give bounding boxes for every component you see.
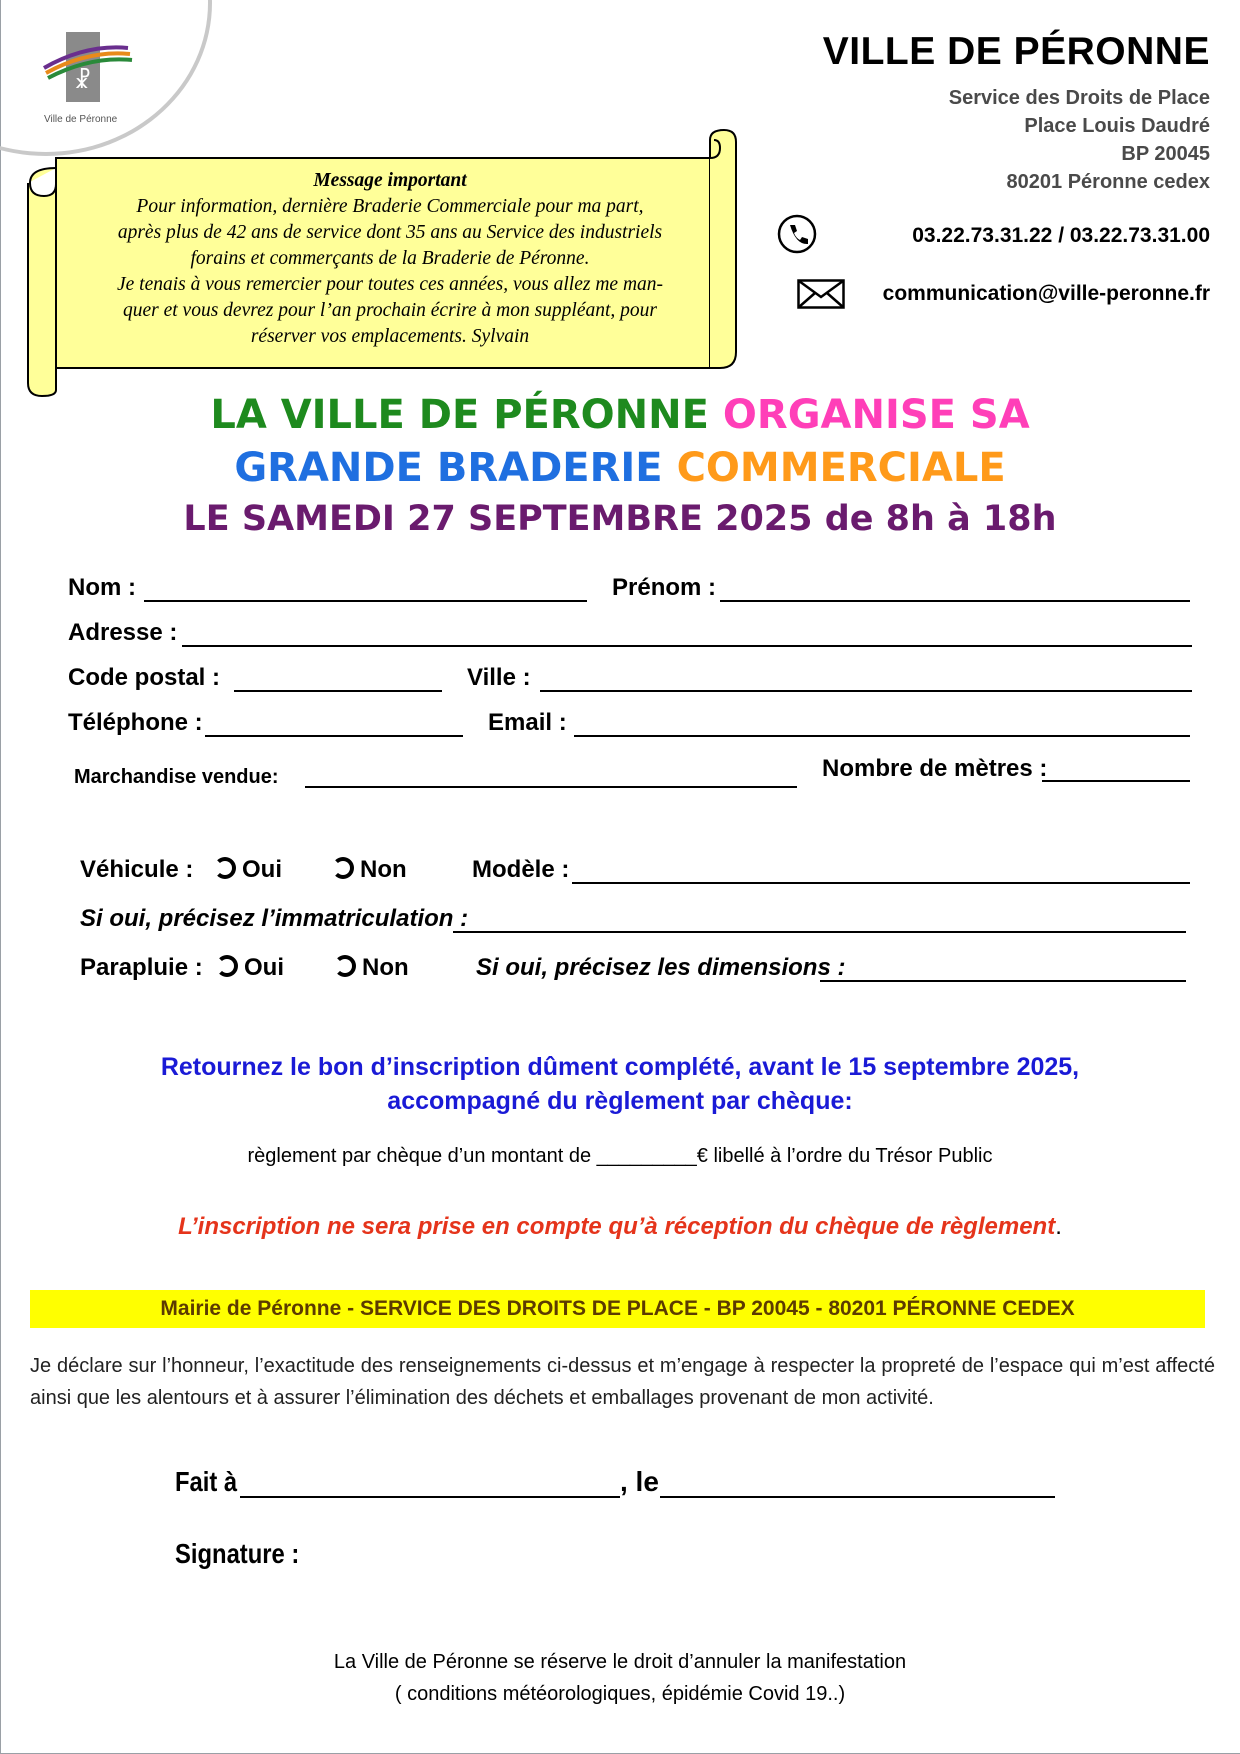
logo-caption: Ville de Péronne: [44, 114, 118, 125]
code-postal-label: Code postal :: [68, 664, 221, 691]
email-label: Email :: [488, 709, 567, 736]
headline-line-1: [0, 392, 1240, 438]
telephone-label: Téléphone :: [68, 709, 203, 736]
prenom-label: Prénom :: [612, 574, 717, 601]
prenom-field[interactable]: [720, 600, 1190, 602]
immatriculation-label: Si oui, précisez l’immatriculation :: [80, 905, 469, 932]
modele-field[interactable]: [572, 882, 1190, 884]
page-frame-left: [0, 0, 1, 1754]
parapluie-label: Parapluie :: [80, 954, 203, 981]
mairie-address-bar: Mairie de Péronne - SERVICE DES DROITS DE PLACE - BP 20045 - 80201 PÉRONNE CEDEX: [30, 1290, 1205, 1328]
radio-icon: [214, 857, 236, 879]
message-line: réserver vos emplacements. Sylvain: [250, 326, 530, 347]
phone-icon: [777, 214, 817, 254]
dimensions-label: Si oui, précisez les dimensions :: [476, 954, 846, 981]
footer-disclaimer: [0, 1646, 1240, 1710]
postal-box: BP 20045: [1121, 143, 1210, 165]
return-line-2: accompagné du règlement par chèque:: [387, 1087, 853, 1115]
message-line: quer et vous devrez pour l’an prochain écrire à mon suppléant, pour: [122, 300, 657, 321]
parapluie-oui-label: Oui: [244, 954, 284, 981]
email-address: communication@ville-peronne.fr: [882, 282, 1210, 305]
immatriculation-field[interactable]: [453, 931, 1186, 933]
metres-label: Nombre de mètres :: [822, 755, 1048, 782]
vehicule-oui-label: Oui: [242, 856, 282, 883]
nom-field[interactable]: [144, 600, 587, 602]
message-line: forains et commerçants de la Braderie de Péronne.: [190, 248, 590, 269]
ville-label: Ville :: [467, 664, 531, 691]
radio-icon: [332, 857, 354, 879]
street-address: Place Louis Daudré: [1024, 115, 1210, 137]
radio-icon: [216, 955, 238, 977]
headline-part-2: ORGANISE SA: [722, 392, 1030, 438]
fait-a-field[interactable]: [240, 1496, 620, 1498]
envelope-icon: [797, 279, 845, 309]
important-message: [54, 168, 726, 350]
headline-part-1: LA VILLE DE PÉRONNE: [210, 392, 709, 438]
message-line: Je tenais à vous remercier pour toutes ces années, vous allez me man-: [116, 274, 664, 295]
cheque-line: [0, 1145, 1240, 1168]
email-field[interactable]: [574, 735, 1190, 737]
ville-field[interactable]: [540, 690, 1192, 692]
adresse-field[interactable]: [182, 645, 1192, 647]
parapluie-oui-radio[interactable]: [216, 954, 284, 982]
adresse-label: Adresse :: [68, 619, 178, 646]
svg-text:☧: ☧: [74, 69, 92, 94]
warning-period: .: [1055, 1213, 1062, 1240]
message-line: Pour information, dernière Braderie Commerciale pour ma part,: [136, 196, 644, 217]
phone-numbers: 03.22.73.31.22 / 03.22.73.31.00: [912, 224, 1210, 247]
vehicule-label: Véhicule :: [80, 856, 194, 883]
vehicule-non-radio[interactable]: [332, 856, 407, 884]
signature-label: Signature :: [175, 1538, 300, 1569]
warning-text: L’inscription ne sera prise en compte qu’à réception du chèque de règlement: [178, 1213, 1056, 1240]
payment-warning: [0, 1213, 1240, 1241]
dimensions-field[interactable]: [820, 980, 1186, 982]
return-instructions: [0, 1050, 1240, 1118]
city-postcode: 80201 Péronne cedex: [1006, 171, 1210, 193]
honor-declaration: Je déclare sur l’honneur, l’exactitude des renseignements ci-dessus et m’engage à respecter la propreté de l’espace qui m’est affecté ainsi que les alentours et à assurer l’élimination des déchets et emballages provenant de mon activité.: [30, 1355, 1215, 1409]
fait-a-label: Fait à: [175, 1466, 238, 1497]
headline-line-2: [0, 445, 1240, 491]
cheque-suffix: € libellé à l’ordre du Trésor Public: [696, 1145, 993, 1167]
headline-part-3: GRANDE BRADERIE: [234, 445, 663, 491]
headline-part-4: COMMERCIALE: [676, 445, 1006, 491]
date-field[interactable]: [660, 1496, 1055, 1498]
marchandise-field[interactable]: [305, 786, 797, 788]
vehicule-oui-radio[interactable]: [214, 856, 282, 884]
radio-icon: [334, 955, 356, 977]
message-line: après plus de 42 ans de service dont 35 ans au Service des industriels: [117, 222, 663, 243]
city-title: VILLE DE PÉRONNE: [822, 30, 1210, 73]
modele-label: Modèle :: [472, 856, 570, 883]
event-date: LE SAMEDI 27 SEPTEMBRE 2025 de 8h à 18h: [183, 499, 1057, 539]
code-postal-field[interactable]: [234, 690, 442, 692]
return-line-1: Retournez le bon d’inscription dûment complété, avant le 15 septembre 2025,: [160, 1053, 1080, 1081]
service-name: Service des Droits de Place: [948, 87, 1210, 109]
vehicule-non-label: Non: [360, 856, 407, 883]
parapluie-non-radio[interactable]: [334, 954, 409, 982]
cheque-prefix: règlement par chèque d’un montant de: [247, 1145, 592, 1167]
metres-field[interactable]: [1042, 780, 1190, 782]
parapluie-non-label: Non: [362, 954, 409, 981]
marchandise-label: Marchandise vendue:: [74, 766, 279, 788]
nom-label: Nom :: [68, 574, 136, 601]
le-label: , le: [620, 1466, 659, 1497]
message-title: Message important: [313, 170, 467, 191]
footer-line-2: ( conditions météorologiques, épidémie Covid 19..): [394, 1683, 846, 1705]
footer-line-1: La Ville de Péronne se réserve le droit d’annuler la manifestation: [333, 1651, 907, 1673]
city-logo: [36, 26, 146, 126]
cheque-amount-field[interactable]: _________: [596, 1145, 697, 1167]
telephone-field[interactable]: [205, 735, 463, 737]
